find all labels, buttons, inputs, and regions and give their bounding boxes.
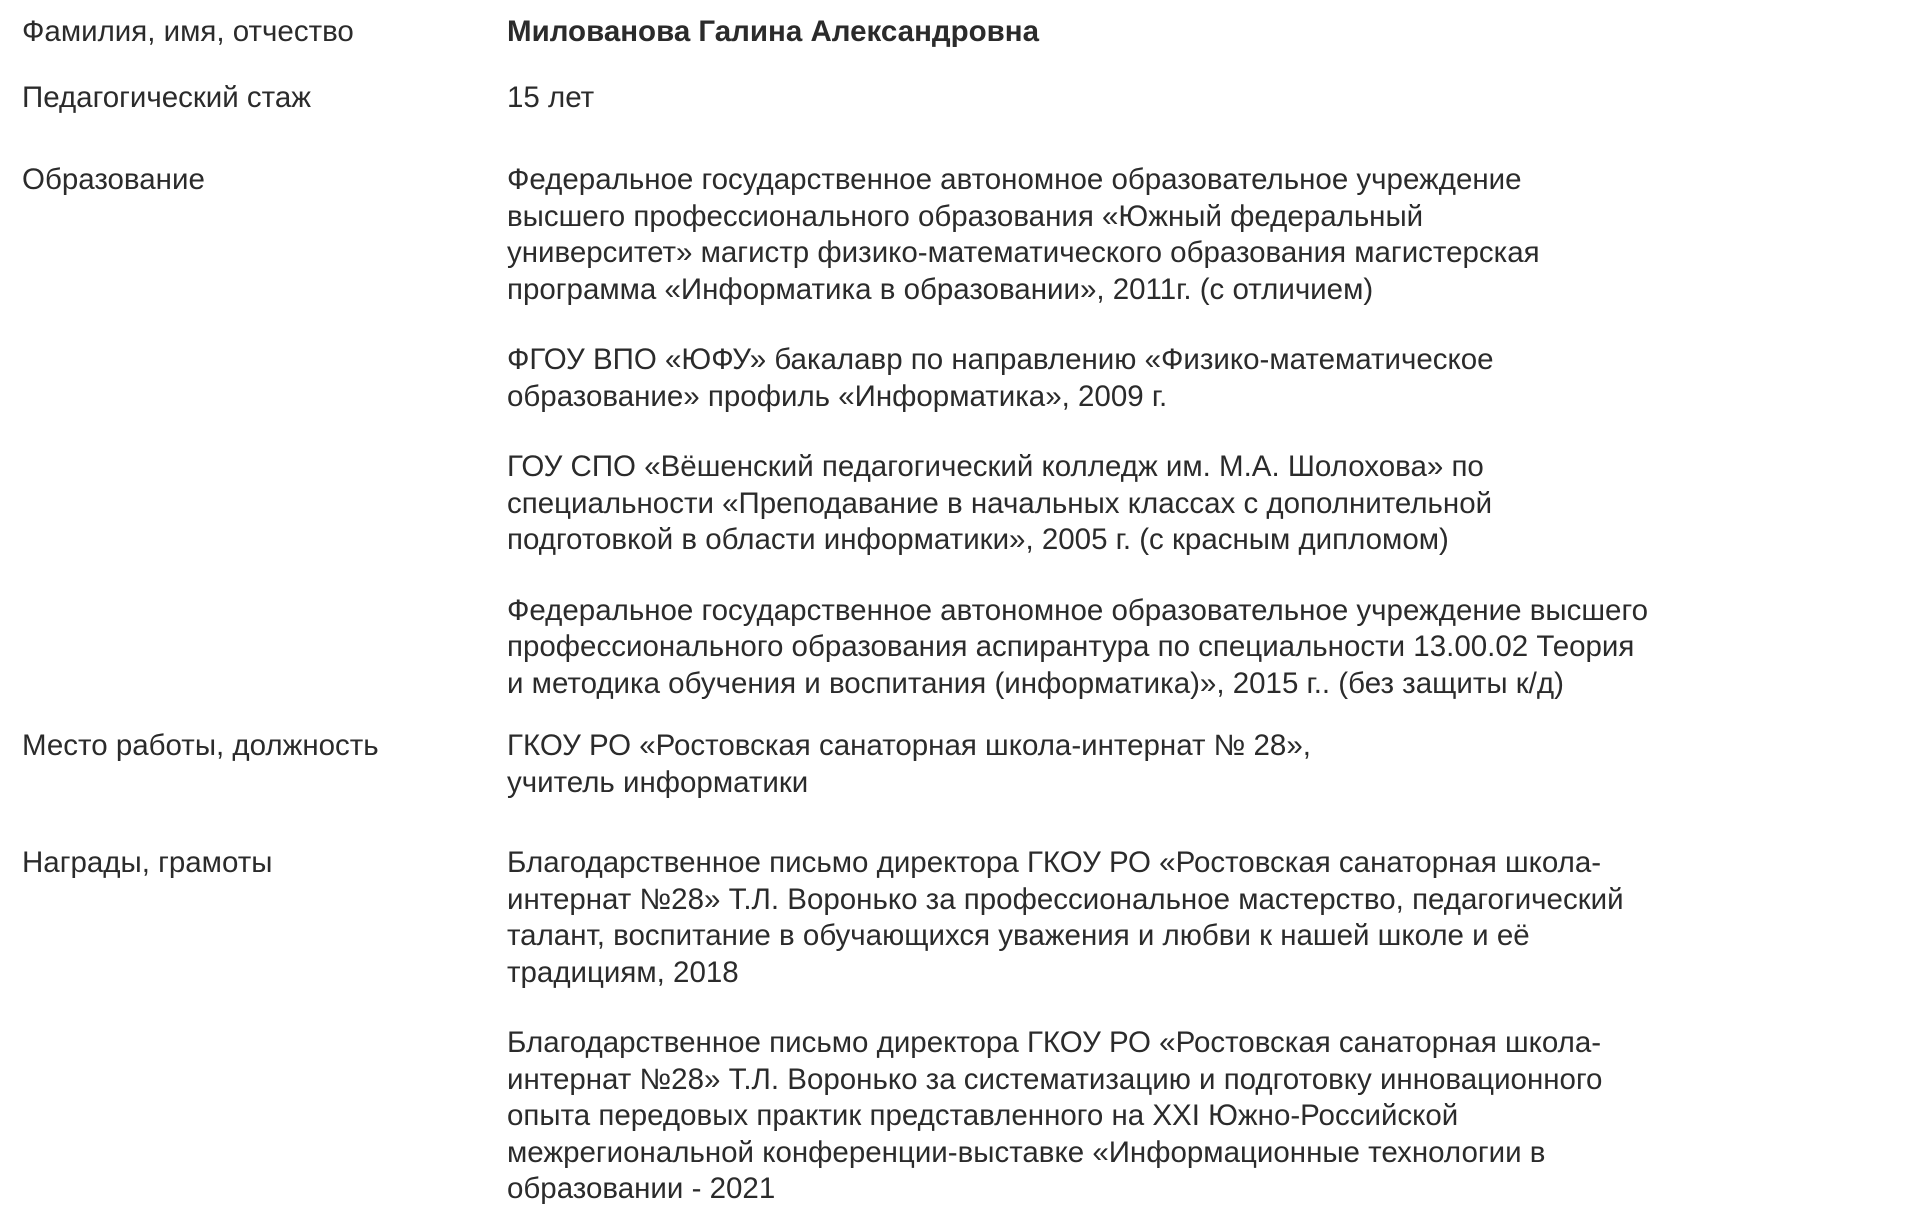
full-name-value: Милованова Галина Александровна [507,15,1040,48]
row-education [22,162,1912,728]
education-label: Образование [22,163,205,196]
workplace-position: учитель информатики [507,765,809,799]
full-name-label: Фамилия, имя, отчество [22,15,354,48]
education-item: Федеральное государственное автономное образовательное учреждение высшего профессионального образования «Южный федеральный университет» магистр физико-математического образования магистерская программа «Информатика в образовании», 2011г. (с отличием) [507,163,1540,306]
row-full-name [22,14,1912,80]
row-experience [22,80,1912,162]
workplace-organization: ГКОУ РО «Ростовская санаторная школа-интернат № 28», [507,729,1311,762]
experience-label: Педагогический стаж [22,81,311,114]
awards-label: Награды, грамоты [22,846,273,879]
workplace-label: Место работы, должность [22,729,379,762]
education-item: Федеральное государственное автономное образовательное учреждение высшего профессионального образования аспирантура по специальности 13.00.02 Теория и методика обучения и воспитания (информатика)», 2015 г.. (без защиты к/д) [507,593,1648,700]
award-item: Благодарственное письмо директора ГКОУ РО «Ростовская санаторная школа-интернат №28» Т.Л. Воронько за профессиональное мастерство, педагогический талант, воспитание в обучающихся уважения и любви к нашей школе и её традициям, 2018 [507,846,1624,989]
row-awards [22,845,1912,1208]
workplace-value [507,728,1907,801]
education-item: ФГОУ ВПО «ЮФУ» бакалавр по направлению «Физико-математическое образование» профиль «Информатика», 2009 г. [507,343,1494,413]
award-item: Благодарственное письмо директора ГКОУ РО «Ростовская санаторная школа-интернат №28» Т.Л. Воронько за систематизацию и подготовку инновационного опыта передовых практик представленного на XXI Южно-Российской межрегиональной конференции-выставке «Информационные технологии в образовании - 2021 [507,1026,1603,1205]
awards-list [507,845,1907,1208]
education-list [507,162,1907,702]
experience-value: 15 лет [507,81,595,114]
row-workplace [22,728,1912,845]
education-item: ГОУ СПО «Вёшенский педагогический колледж им. М.А. Шолохова» по специальности «Преподавание в начальных классах с дополнительной подготовкой в области информатики», 2005 г. (с красным дипломом) [507,450,1493,556]
